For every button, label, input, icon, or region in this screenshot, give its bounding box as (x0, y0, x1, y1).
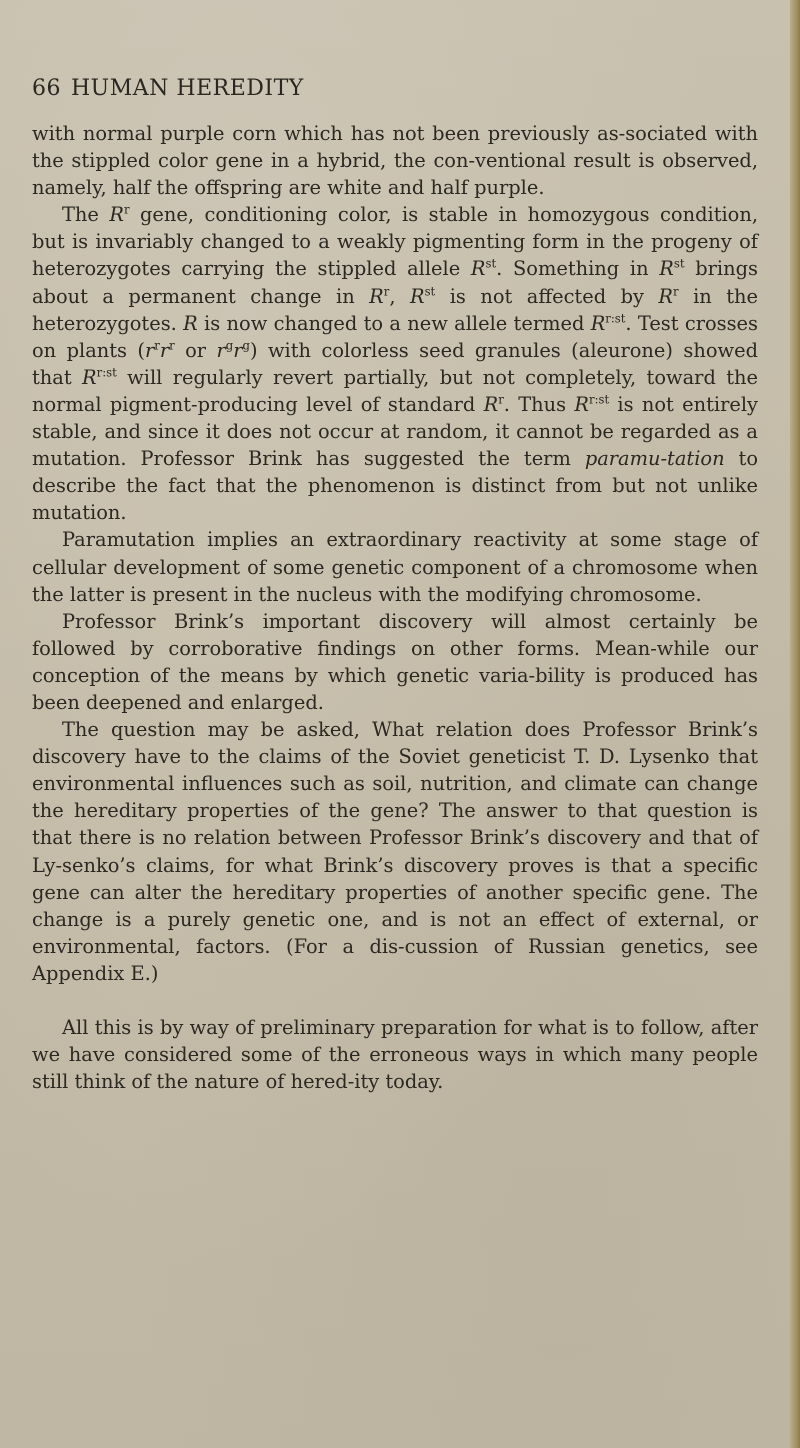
running-header (32, 76, 304, 101)
paragraph-2: The $R^r$ gene, conditioning color, is stable in homozygous condition, but is invariably changed to a weakly pigmenting form in the progeny of heterozygotes carrying the stippled allele $R^{st}$. Something in $R^{st}$ brings about a permanent change in $R^r$, $R^{st}$ is not affected by $R^r$ in the heterozygotes. R is now changed to a new allele termed $R^{r:st}$. Test crosses on plants ($r^rr^r$ or $r^gr^g$) with colorless seed granules (aleurone) showed that $R^{r:st}$ will regularly revert partially, but not completely, toward the normal pigment-producing level of standard $R^r$. Thus $R^{r:st}$ is not entirely stable, and since it does not occur at random, it cannot be regarded as a mutation. Professor Brink has suggested the term paramu-tation to describe the fact that the phenomenon is distinct from but not unlike mutation. (32, 202, 759, 525)
paragraph-6: All this is by way of preliminary preparation for what is to follow, after we have considered some of the erroneous ways in which many people still think of the nature of hered-ity today. (32, 1016, 758, 1094)
running-title: HUMAN HEREDITY (71, 76, 304, 101)
page-edge (790, 0, 800, 1448)
paragraph-3: Paramutation implies an extraordinary reactivity at some stage of cellular development of some genetic component of a chromosome when the latter is present in the nucleus with the modifying chromosome. (32, 528, 758, 606)
term-paramutation: paramu-tation (584, 447, 725, 471)
paragraph-1: with normal purple corn which has not been previously as-sociated with the stippled color gene in a hybrid, the con-ventional result is observed, namely, half the offspring are white and half purple. (32, 122, 758, 200)
paragraph-5: The question may be asked, What relation does Professor Brink’s discovery have to the claims of the Soviet geneticist T. D. Lysenko that environmental influences such as soil, nutrition, and climate can change the hereditary properties of the gene? The answer to that question is that there is no relation between Professor Brink’s discovery and that of Ly-senko’s claims, for what Brink’s discovery proves is that a specific gene can alter the hereditary properties of another specific gene. The change is a purely genetic one, and is not an effect of external, or environmental, factors. (For a dis-cussion of Russian genetics, see Appendix E.) (32, 718, 758, 985)
body-text (32, 120, 758, 1095)
page-number: 66 (32, 76, 61, 101)
paragraph-4: Professor Brink’s important discovery will almost certainly be followed by corroborative findings on other forms. Mean-while our conception of the means by which genetic varia-bility is produced has been deepened and enlarged. (32, 609, 758, 714)
